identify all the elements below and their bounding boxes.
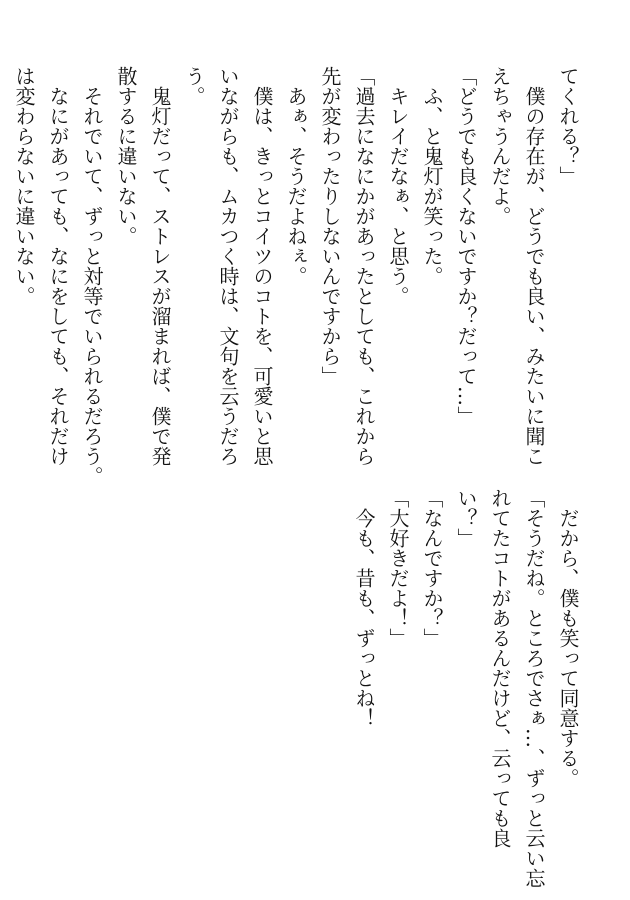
text-line: 散するに違いない。: [114, 66, 138, 246]
text-line: 「どうでも良くないですか？だって…」: [454, 66, 478, 426]
text-line: キレイだなぁ、と思う。: [386, 66, 410, 306]
text-line: えちゃうんだよ。: [488, 66, 512, 226]
text-line: 「そうだね。ところでさぁ…、ずっと云い忘: [522, 488, 546, 888]
text-line: う。: [182, 66, 206, 106]
text-line: 先が変わったりしないんですから」: [318, 66, 342, 386]
text-line: あぁ、そうだよねぇ。: [284, 66, 308, 286]
text-line: ふ、と鬼灯が笑った。: [420, 66, 444, 286]
lower-text-block: [347, 488, 585, 888]
text-line: 僕は、きっとコイツのコトを、可愛いと思: [250, 66, 274, 466]
text-line: それでいて、ずっと対等でいられるだろう。: [80, 66, 104, 486]
text-line: てくれる？」: [556, 66, 580, 186]
text-line: なにがあっても、なにをしても、それだけ: [46, 66, 70, 466]
text-line: 「なんですか？」: [420, 488, 444, 648]
text-line: 今も、昔も、ずっとね！: [352, 488, 376, 728]
text-line: は変わらないに違いない。: [12, 66, 36, 306]
text-line: いながらも、ムカつく時は、文句を云うだろ: [216, 66, 240, 466]
text-line: 「大好きだよ！」: [386, 488, 410, 648]
text-line: れてたコトがあるんだけど、云っても良: [488, 488, 512, 848]
text-line: 鬼灯だって、ストレスが溜まれば、僕で発: [148, 66, 172, 466]
text-line: い？」: [454, 488, 478, 548]
upper-text-block: [7, 66, 585, 486]
text-line: 僕の存在が、どうでも良い、みたいに聞こ: [522, 66, 546, 466]
text-line: だから、僕も笑って同意する。: [556, 488, 580, 788]
text-line: 「過去になにかがあったとしても、これから: [352, 66, 376, 466]
